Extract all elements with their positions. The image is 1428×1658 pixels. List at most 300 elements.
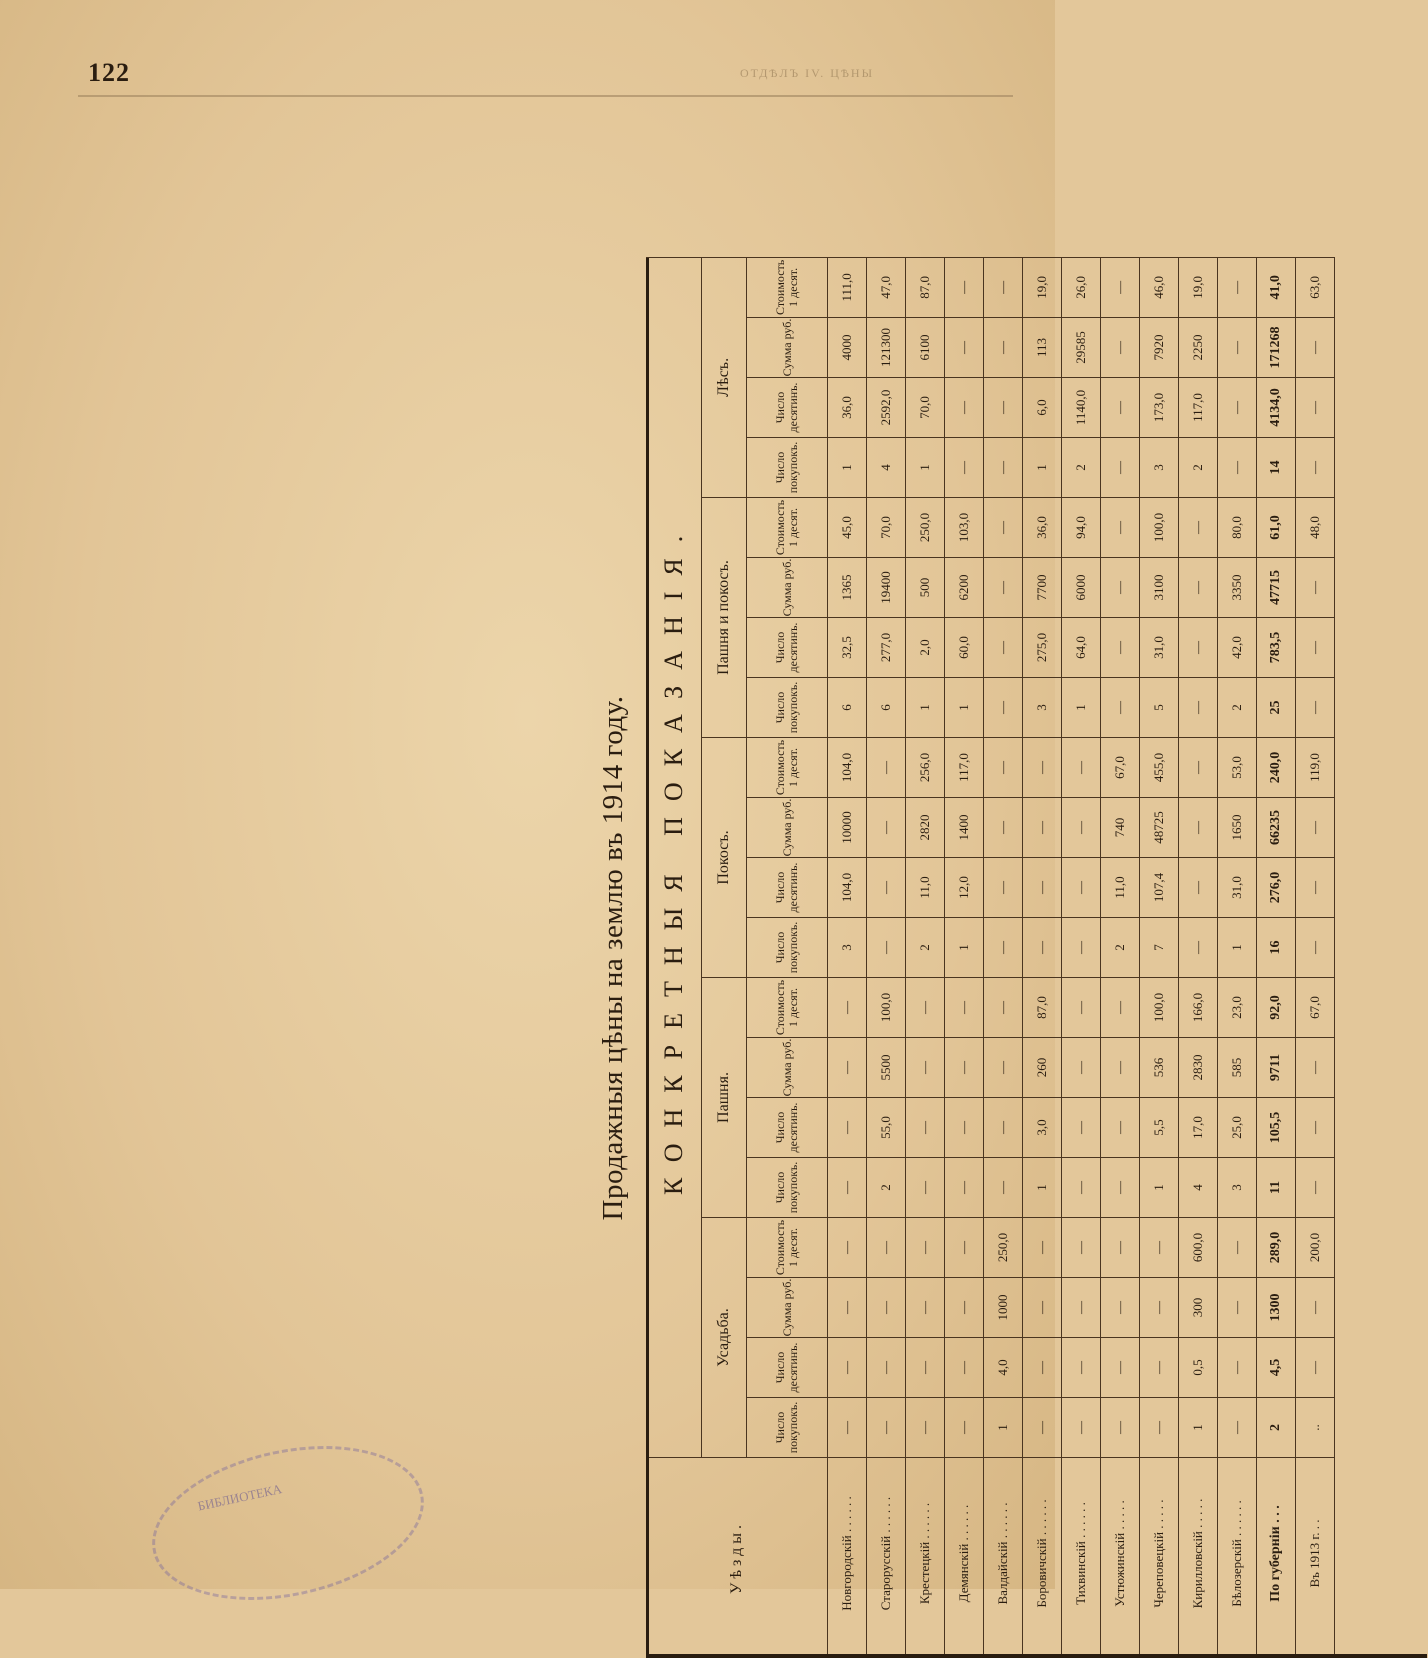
sub-header: Сумма руб. [747,1278,828,1338]
sub-header: Число покупокъ. [747,1158,828,1218]
table-cell: — [984,1098,1023,1158]
table-cell: 2250 [1179,318,1218,378]
sub-header: Сумма руб. [747,798,828,858]
table-cell: — [984,257,1023,317]
sub-header: Число десятинъ. [747,1098,828,1158]
table-cell: — [984,558,1023,618]
table-cell: — [984,678,1023,738]
table-cell: 1300 [1257,1278,1296,1338]
table-cell: 113 [1023,318,1062,378]
sub-header: Число покупокъ. [747,918,828,978]
table-cell: — [828,1038,867,1098]
district-name: Въ 1913 г. . . [1296,1458,1335,1658]
table-cell: — [1062,1158,1101,1218]
table-cell: — [1296,858,1335,918]
table-cell: 0,5 [1179,1338,1218,1398]
group-header: Пашня. [702,978,747,1218]
table-cell: — [1296,558,1335,618]
table-cell: — [984,738,1023,798]
table-cell: 64,0 [1062,618,1101,678]
district-name: Валдайскій . . . . . . [984,1458,1023,1658]
table-cell: — [1101,618,1140,678]
table-cell: 1365 [828,558,867,618]
table-cell: — [1296,1278,1335,1338]
table-cell: 289,0 [1257,1218,1296,1278]
table-cell: — [1023,1398,1062,1458]
table-cell: — [867,918,906,978]
table-cell: — [1218,1398,1257,1458]
district-name: Крестецкій . . . . . . [906,1458,945,1658]
table-cell: 10000 [828,798,867,858]
table-cell: 300 [1179,1278,1218,1338]
table-cell: — [1140,1278,1179,1338]
table-cell: 3 [1218,1158,1257,1218]
table-cell: — [945,438,984,498]
table-cell: — [945,1218,984,1278]
table-cell: 67,0 [1101,738,1140,798]
table-cell: — [945,1098,984,1158]
sub-header: Стоимость 1 десят. [747,738,828,798]
table-cell: — [828,1398,867,1458]
table-cell: 100,0 [867,978,906,1038]
table-cell: 87,0 [906,257,945,317]
table-cell: 740 [1101,798,1140,858]
table-cell: — [906,1218,945,1278]
table-cell: — [1218,257,1257,317]
table-cell: 6200 [945,558,984,618]
table-cell: — [867,1218,906,1278]
district-name: Бѣлозерскій . . . . . . [1218,1458,1257,1658]
table-cell: — [1140,1218,1179,1278]
table-cell: 45,0 [828,498,867,558]
table-cell: 1 [945,678,984,738]
table-cell: — [1062,1098,1101,1158]
table-cell: — [828,978,867,1038]
table-cell: — [1296,1038,1335,1098]
table-cell: — [945,378,984,438]
table-cell: — [1101,498,1140,558]
table-cell: — [1101,1098,1140,1158]
sub-header: Стоимость 1 десят. [747,1218,828,1278]
table-cell: 46,0 [1140,257,1179,317]
table-cell: — [867,798,906,858]
table-cell: — [1062,1038,1101,1098]
table-cell: 2 [1218,678,1257,738]
table-cell: — [906,978,945,1038]
header-rule [78,95,1013,97]
table-cell: 2592,0 [867,378,906,438]
table-cell: — [1101,1218,1140,1278]
table-cell: 4000 [828,318,867,378]
table-cell: — [1296,1098,1335,1158]
table-cell: — [1296,378,1335,438]
table-cell: 117,0 [1179,378,1218,438]
table-cell: — [1062,1218,1101,1278]
table-cell: — [1179,858,1218,918]
table-cell: .. [1296,1398,1335,1458]
table-cell: 32,5 [828,618,867,678]
table-cell: 171268 [1257,318,1296,378]
table-cell: 63,0 [1296,257,1335,317]
table-cell: 3,0 [1023,1098,1062,1158]
sub-header: Сумма руб. [747,558,828,618]
table-cell: 17,0 [1179,1098,1218,1158]
table-cell: — [1101,1158,1140,1218]
table-cell: 1 [1218,918,1257,978]
table-cell: — [1296,618,1335,678]
table-cell: — [1062,1338,1101,1398]
table-cell: 4 [1179,1158,1218,1218]
district-name: Тихвинскій . . . . . . [1062,1458,1101,1658]
table-cell: 87,0 [1023,978,1062,1038]
table-cell: 585 [1218,1038,1257,1098]
table-cell: — [1101,1338,1140,1398]
table-cell: 455,0 [1140,738,1179,798]
table-cell: — [984,858,1023,918]
table-cell: — [1218,1218,1257,1278]
table-cell: 3350 [1218,558,1257,618]
table-cell: 61,0 [1257,498,1296,558]
sub-header: Сумма руб. [747,1038,828,1098]
group-header: Лѣсъ. [702,257,747,497]
table-cell: 256,0 [906,738,945,798]
table-cell: 47,0 [867,257,906,317]
table-cell: 1000 [984,1278,1023,1338]
sub-header: Число десятинъ. [747,378,828,438]
table-cell: — [984,798,1023,858]
table-cell: 41,0 [1257,257,1296,317]
table-cell: — [984,918,1023,978]
table-cell: 55,0 [867,1098,906,1158]
table-cell: — [906,1338,945,1398]
table-cell: 1 [828,438,867,498]
table-cell: 6,0 [1023,378,1062,438]
table-cell: 2 [1062,438,1101,498]
table-cell: 9711 [1257,1038,1296,1098]
table-cell: 4 [867,438,906,498]
table-cell: — [906,1398,945,1458]
table-cell: 3 [1140,438,1179,498]
table-cell: 70,0 [906,378,945,438]
table-cell: 2830 [1179,1038,1218,1098]
district-column-header: Уѣзды. [647,1458,828,1658]
table-cell: — [906,1038,945,1098]
table-cell: — [984,618,1023,678]
district-name: Устюжинскій . . . . . [1101,1458,1140,1658]
table-cell: — [828,1338,867,1398]
table-cell: 100,0 [1140,978,1179,1038]
table-cell: — [984,498,1023,558]
table-cell: 80,0 [1218,498,1257,558]
table-cell: — [1179,618,1218,678]
table-cell: 70,0 [867,498,906,558]
table-cell: — [1179,918,1218,978]
table-cell: — [867,738,906,798]
table-cell: 1 [945,918,984,978]
table-cell: 6 [828,678,867,738]
table-cell: — [1296,1158,1335,1218]
table-cell: 104,0 [828,858,867,918]
table-cell: — [1218,378,1257,438]
table-cell: — [984,978,1023,1038]
table-cell: 1 [1023,1158,1062,1218]
table-cell: — [1101,257,1140,317]
sub-header: Число десятинъ. [747,1338,828,1398]
table-cell: 23,0 [1218,978,1257,1038]
table-cell: — [984,438,1023,498]
table-cell: — [1296,438,1335,498]
district-name: Старорусскій . . . . . . [867,1458,906,1658]
table-cell: — [1062,858,1101,918]
table-cell: — [945,1278,984,1338]
sub-header: Число покупокъ. [747,438,828,498]
table-cell: 1650 [1218,798,1257,858]
table-cell: — [867,858,906,918]
table-cell: 173,0 [1140,378,1179,438]
table-cell: — [945,318,984,378]
table-cell: — [1101,318,1140,378]
sub-header: Число покупокъ. [747,1398,828,1458]
table-title: Продажныя цѣны на землю въ 1914 году. [597,695,629,1221]
table-cell: — [1179,498,1218,558]
district-name: Демянскій . . . . . . [945,1458,984,1658]
table-cell: 783,5 [1257,618,1296,678]
table-cell: 200,0 [1296,1218,1335,1278]
group-header: Покосъ. [702,738,747,978]
table-cell: 1 [1023,438,1062,498]
table-cell: — [1179,738,1218,798]
table-cell: — [1101,1278,1140,1338]
table-cell: — [906,1098,945,1158]
table-cell: 19400 [867,558,906,618]
table-cell: — [1023,858,1062,918]
table-cell: 1 [1179,1398,1218,1458]
table-cell: 94,0 [1062,498,1101,558]
table-cell: — [1296,678,1335,738]
table-cell: 25,0 [1218,1098,1257,1158]
table-cell: 276,0 [1257,858,1296,918]
table-cell: 500 [906,558,945,618]
table-cell: — [1062,1398,1101,1458]
table-cell: 66235 [1257,798,1296,858]
table-cell: 48725 [1140,798,1179,858]
table-cell: 2 [1257,1398,1296,1458]
table-cell: — [1218,438,1257,498]
table-cell: 104,0 [828,738,867,798]
table-cell: 92,0 [1257,978,1296,1038]
table-cell: — [1101,558,1140,618]
table-cell: — [1179,558,1218,618]
table-cell: — [828,1278,867,1338]
table-cell: 11,0 [906,858,945,918]
table-cell: 19,0 [1023,257,1062,317]
table-cell: 600,0 [1179,1218,1218,1278]
table-cell: 240,0 [1257,738,1296,798]
table-cell: — [945,1158,984,1218]
table-cell: — [1179,678,1218,738]
table-cell: — [1023,738,1062,798]
table-cell: — [1218,1338,1257,1398]
table-cell: 3 [828,918,867,978]
table-cell: 31,0 [1140,618,1179,678]
table-cell: — [945,978,984,1038]
table-cell: — [1023,918,1062,978]
district-name: Череповецкій . . . . . [1140,1458,1179,1658]
table-cell: — [1179,798,1218,858]
table-cell: — [1101,378,1140,438]
table-cell: — [1101,678,1140,738]
table-cell: 111,0 [828,257,867,317]
table-cell: 36,0 [828,378,867,438]
table-cell: — [867,1278,906,1338]
table-cell: — [1218,318,1257,378]
group-header: Усадьба. [702,1218,747,1458]
group-header: Пашня и покосъ. [702,498,747,738]
table-cell: 60,0 [945,618,984,678]
table-cell: 107,4 [1140,858,1179,918]
table-cell: — [1296,798,1335,858]
table-cell: 105,5 [1257,1098,1296,1158]
table-cell: — [945,1338,984,1398]
table-cell: — [1101,1038,1140,1098]
table-cell: — [1140,1398,1179,1458]
table-cell: — [1062,978,1101,1038]
table-cell: 5500 [867,1038,906,1098]
district-name: По губерніи . . . [1257,1458,1296,1658]
table-cell: 2820 [906,798,945,858]
table-cell: — [1023,1278,1062,1338]
table-cell: 5,5 [1140,1098,1179,1158]
sub-header: Стоимость 1 десят. [747,978,828,1038]
table-cell: 103,0 [945,498,984,558]
table-cell: — [1101,438,1140,498]
table-cell: — [1023,798,1062,858]
table-cell: 536 [1140,1038,1179,1098]
table-cell: 1 [1140,1158,1179,1218]
table-cell: 6100 [906,318,945,378]
table-cell: — [1140,1338,1179,1398]
table-cell: — [906,1158,945,1218]
table-cell: 6 [867,678,906,738]
table-cell: 1140,0 [1062,378,1101,438]
table-cell: 1400 [945,798,984,858]
library-stamp-text: БИБЛИОТЕКА [196,1481,284,1514]
table-cell: — [1023,1338,1062,1398]
table-cell: — [828,1158,867,1218]
table-cell: — [1101,978,1140,1038]
table-cell: — [1023,1218,1062,1278]
table-cell: — [1062,798,1101,858]
table-cell: 14 [1257,438,1296,498]
table-cell: 4,5 [1257,1338,1296,1398]
table-cell: 100,0 [1140,498,1179,558]
table-cell: 3100 [1140,558,1179,618]
table-cell: 4,0 [984,1338,1023,1398]
table-cell: 47715 [1257,558,1296,618]
table-cell: — [945,1398,984,1458]
table-big-title: КОНКРЕТНЫЯ ПОКАЗАНІЯ. [647,257,702,1457]
table-cell: 19,0 [1179,257,1218,317]
table-cell: — [828,1098,867,1158]
table-cell: — [867,1338,906,1398]
table-cell: 31,0 [1218,858,1257,918]
sub-header: Число десятинъ. [747,618,828,678]
district-name: Новгородскій . . . . . . [828,1458,867,1658]
sub-header: Число десятинъ. [747,858,828,918]
page-number: 122 [88,58,130,87]
table-cell: — [984,318,1023,378]
table-cell: 2,0 [906,618,945,678]
table-cell: — [984,1158,1023,1218]
table-cell: 6000 [1062,558,1101,618]
sub-header: Стоимость 1 десят. [747,498,828,558]
table-cell: — [1062,918,1101,978]
table-cell: — [1296,318,1335,378]
table-cell: 48,0 [1296,498,1335,558]
table-cell: 2 [1101,918,1140,978]
table-cell: 260 [1023,1038,1062,1098]
table-cell: 3 [1023,678,1062,738]
table-cell: 36,0 [1023,498,1062,558]
table-cell: — [906,1278,945,1338]
rotated-table-block [588,258,1428,1658]
table-cell: 29585 [1062,318,1101,378]
table-outer-border [646,258,1427,1658]
table-cell: — [945,257,984,317]
table-cell: 121300 [867,318,906,378]
table-cell: 117,0 [945,738,984,798]
table-cell: — [1062,1278,1101,1338]
table-cell: 166,0 [1179,978,1218,1038]
table-cell: 7920 [1140,318,1179,378]
table-cell: 2 [1179,438,1218,498]
sub-header: Число покупокъ. [747,678,828,738]
table-cell: — [984,1038,1023,1098]
table-cell: — [867,1398,906,1458]
table-cell: 2 [906,918,945,978]
table-cell: 277,0 [867,618,906,678]
table-cell: 1 [906,438,945,498]
table-cell: 42,0 [1218,618,1257,678]
table-cell: — [1101,1398,1140,1458]
table-cell: 16 [1257,918,1296,978]
table-cell: 11 [1257,1158,1296,1218]
table-cell: — [945,1038,984,1098]
table-cell: 2 [867,1158,906,1218]
sub-header: Стоимость 1 десят. [747,257,828,317]
table-cell: — [1296,918,1335,978]
table-cell: 250,0 [984,1218,1023,1278]
table-cell: — [1218,1278,1257,1338]
table-cell: 4134,0 [1257,378,1296,438]
district-name: Боровичскій . . . . . . [1023,1458,1062,1658]
table-cell: 26,0 [1062,257,1101,317]
district-name: Кирилловскій . . . . . [1179,1458,1218,1658]
table-cell: 275,0 [1023,618,1062,678]
table-cell: 119,0 [1296,738,1335,798]
table-cell: 67,0 [1296,978,1335,1038]
sub-header: Сумма руб. [747,318,828,378]
table-cell: — [1062,738,1101,798]
library-stamp [138,1423,438,1623]
table-cell: 53,0 [1218,738,1257,798]
table-cell: 1 [984,1398,1023,1458]
table-cell: 12,0 [945,858,984,918]
table-cell: 7700 [1023,558,1062,618]
table-cell: 1 [906,678,945,738]
table-cell: 250,0 [906,498,945,558]
table-cell: 7 [1140,918,1179,978]
